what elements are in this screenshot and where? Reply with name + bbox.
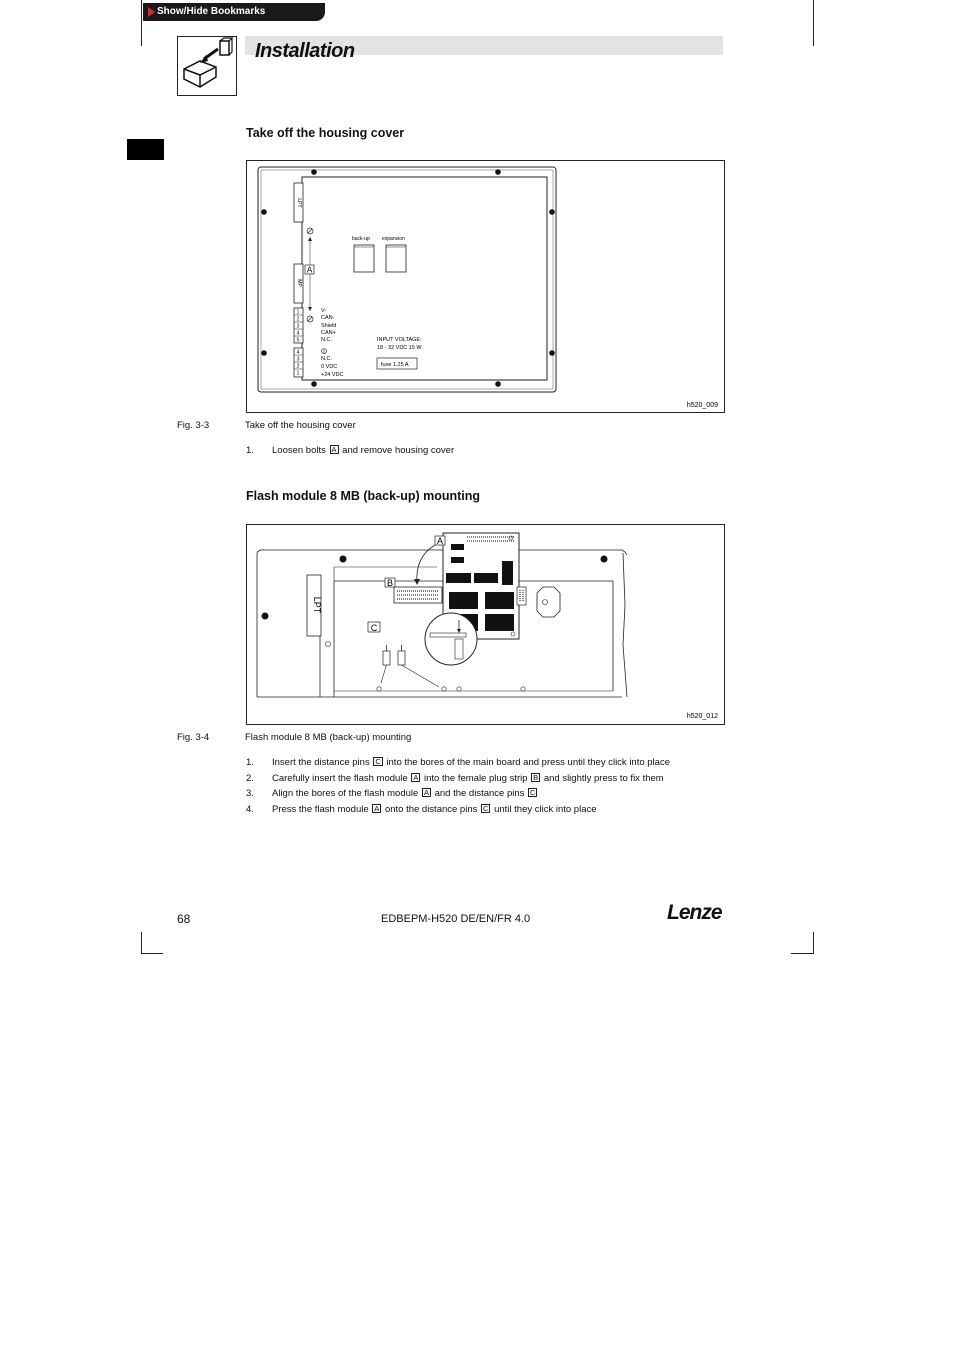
pin-label: 3 (296, 356, 300, 363)
marker-box: A (413, 772, 419, 782)
figure-caption-text: Take off the housing cover (245, 420, 356, 431)
lenze-logo: Lenze (667, 901, 722, 924)
instruction-list (246, 755, 726, 819)
section-heading: Take off the housing cover (246, 126, 405, 140)
marker-box: C (483, 803, 489, 813)
pin-label: 1 (296, 370, 300, 377)
crop-mark (791, 953, 813, 954)
show-hide-bookmarks-button[interactable] (143, 3, 325, 21)
terminal-label: Shield (321, 323, 337, 329)
step-number: 1. (246, 445, 254, 456)
input-voltage-label: INPUT VOLTAGE: (377, 337, 422, 343)
lpt-label: LPT (312, 596, 322, 614)
installation-icon (177, 36, 237, 96)
terminal-label: +24 VDC (321, 372, 344, 378)
marker-box: A (374, 803, 380, 813)
step-number: 1. (246, 757, 254, 768)
section-heading: Flash module 8 MB (back-up) mounting (246, 489, 481, 503)
pin-label: 4 (296, 330, 300, 337)
pin-label: 2 (296, 316, 300, 323)
marker-box: B (533, 772, 539, 782)
crop-mark (141, 932, 142, 954)
pin-label: 3 (296, 323, 300, 330)
page-title: Installation (255, 40, 355, 62)
list-item (246, 771, 726, 787)
page-number: 68 (177, 912, 191, 926)
label-a: A (436, 536, 444, 546)
terminal-label: N.C. (321, 356, 332, 362)
figure-flash-module (246, 524, 725, 725)
step-text: Carefully insert the flash module A into the female plug strip B and slightly press to fix them (272, 772, 664, 784)
step-number: 3. (246, 788, 254, 799)
figure-caption-number: Fig. 3-4 (177, 732, 210, 743)
step-text: Align the bores of the flash module A and the distance pins C (272, 788, 536, 799)
chapter-marker (127, 139, 164, 160)
instruction-list (246, 443, 726, 459)
label-a: A (306, 265, 313, 275)
step-text: Loosen bolts A and remove housing cover (272, 445, 455, 456)
backup-slot-label: back-up (352, 236, 370, 242)
list-item (246, 802, 726, 818)
terminal-label: 0 VDC (321, 364, 338, 370)
figure-id: h520_009 (686, 402, 718, 409)
pin-label: 5 (296, 337, 300, 344)
marker-box: C (375, 757, 381, 766)
step-text: Press the flash module A onto the distance pins C until they click into place (272, 803, 597, 815)
expansion-slot-label: expansion (382, 236, 405, 242)
crop-mark (141, 953, 163, 954)
crop-mark (141, 0, 142, 46)
fuse-label: fuse 1.25 A (381, 362, 409, 368)
marker-box: C (530, 788, 536, 797)
voltage-range-label: 18 - 32 VDC 15 W (377, 345, 422, 351)
lpt-label: LPT (296, 198, 302, 208)
terminal-label: N.C. (321, 337, 332, 343)
step-number: 2. (246, 772, 254, 784)
pin-label: 2 (296, 363, 300, 370)
terminal-label: V- (321, 308, 327, 314)
figure-housing-cover (246, 160, 725, 413)
crop-mark (813, 932, 814, 954)
step-text: Insert the distance pins C into the bores of the main board and press until they click into place (272, 757, 670, 768)
figure-caption-text: Flash module 8 MB (back-up) mounting (245, 732, 412, 743)
crop-mark (813, 0, 814, 46)
step-number: 4. (246, 803, 254, 815)
pin-label: 1 (296, 309, 300, 316)
list-item (246, 443, 726, 459)
terminal-label: CAN- (321, 315, 335, 321)
bookmarks-label: Show/Hide Bookmarks (157, 6, 266, 17)
marker-box: A (423, 788, 429, 797)
list-item (246, 755, 726, 771)
mp-label: MP (296, 279, 302, 287)
list-item (246, 786, 726, 802)
triangle-right-icon (148, 7, 155, 17)
document-id: EDBEPM-H520 DE/EN/FR 4.0 (381, 913, 531, 925)
figure-caption-number: Fig. 3-3 (177, 420, 210, 431)
marker-box: A (331, 445, 337, 454)
label-b: B (386, 578, 394, 588)
pin-label: 4 (296, 349, 300, 356)
label-c: C (370, 623, 378, 633)
terminal-label: CAN+ (321, 330, 336, 336)
figure-id: h520_012 (686, 713, 718, 720)
